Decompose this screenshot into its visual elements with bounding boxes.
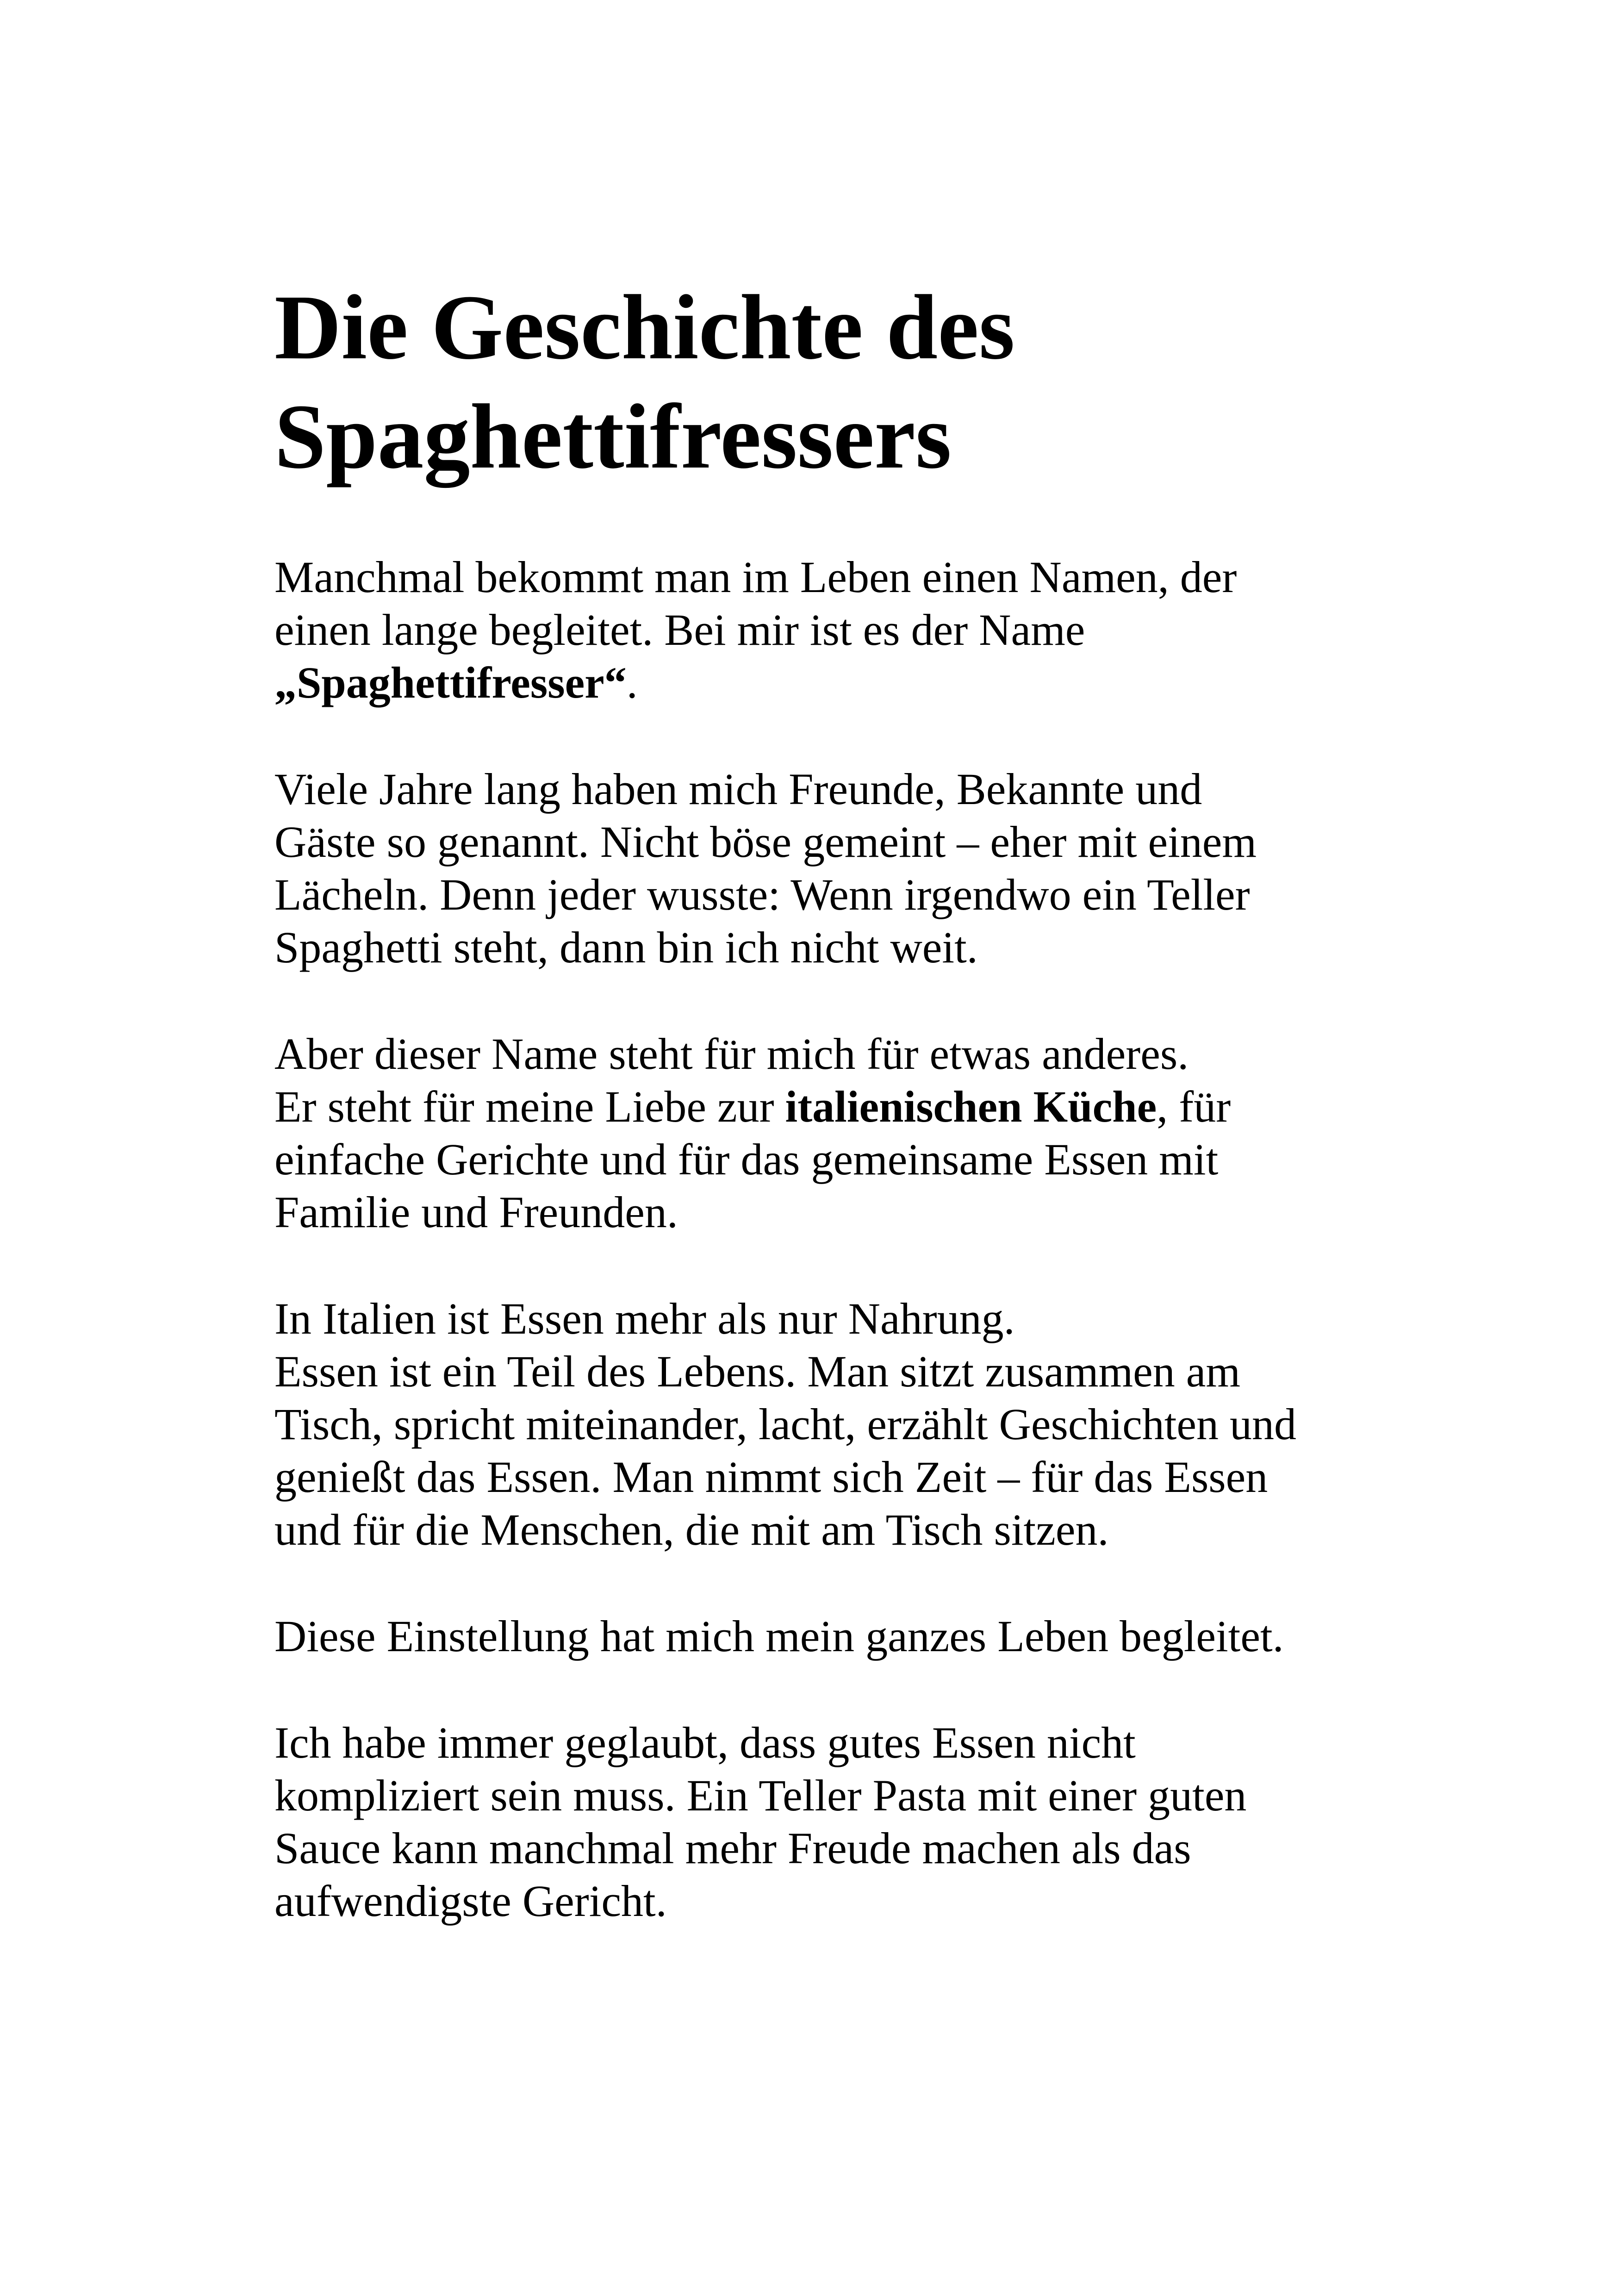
text-line: Spaghetti steht, dann bin ich nicht weit. xyxy=(274,923,978,972)
text-line: Tisch, spricht miteinander, lacht, erzählt Geschichten und xyxy=(274,1399,1296,1449)
text-fragment: . xyxy=(626,658,638,707)
text-fragment: Er steht für meine Liebe zur xyxy=(274,1082,785,1131)
text-line: und für die Menschen, die mit am Tisch sitzen. xyxy=(274,1505,1109,1554)
paragraph xyxy=(274,1610,1394,1663)
title-line: Spaghettifressers xyxy=(274,386,952,488)
text-line: In Italien ist Essen mehr als nur Nahrung. xyxy=(274,1294,1015,1343)
text-line: kompliziert sein muss. Ein Teller Pasta mit einer guten xyxy=(274,1771,1247,1820)
text-line: Essen ist ein Teil des Lebens. Man sitzt zusammen am xyxy=(274,1347,1241,1396)
text-line: Diese Einstellung hat mich mein ganzes Leben begleitet. xyxy=(274,1611,1284,1661)
text-line: Ich habe immer geglaubt, dass gutes Essen nicht xyxy=(274,1718,1136,1767)
title-line: Die Geschichte des xyxy=(274,276,1015,379)
document-content xyxy=(274,273,1394,1928)
page-title xyxy=(274,273,1394,492)
text-line: Sauce kann manchmal mehr Freude machen als das xyxy=(274,1823,1191,1873)
paragraph xyxy=(274,1292,1394,1556)
text-line: aufwendigste Gericht. xyxy=(274,1876,667,1926)
text-line: Familie und Freunden. xyxy=(274,1187,678,1237)
text-line: Lächeln. Denn jeder wusste: Wenn irgendwo ein Teller xyxy=(274,870,1250,919)
paragraph xyxy=(274,763,1394,974)
text-line xyxy=(274,656,1394,709)
text-line: Manchmal bekommt man im Leben einen Namen, der xyxy=(274,552,1237,602)
text-line: einfache Gerichte und für das gemeinsame Essen mit xyxy=(274,1135,1219,1184)
text-line: Viele Jahre lang haben mich Freunde, Bekannte und xyxy=(274,764,1202,814)
bold-text: „Spaghettifresser“ xyxy=(274,658,627,707)
paragraph xyxy=(274,1716,1394,1928)
text-line: Aber dieser Name steht für mich für etwas anderes. xyxy=(274,1029,1189,1079)
bold-text: italienischen Küche xyxy=(785,1082,1157,1131)
text-line: einen lange begleitet. Bei mir ist es der Name xyxy=(274,605,1085,655)
paragraph xyxy=(274,551,1394,709)
text-line: genießt das Essen. Man nimmt sich Zeit – für das Essen xyxy=(274,1452,1268,1502)
text-line xyxy=(274,1080,1394,1133)
text-fragment: , für xyxy=(1157,1082,1231,1131)
paragraph xyxy=(274,1028,1394,1239)
text-line: Gäste so genannt. Nicht böse gemeint – eher mit einem xyxy=(274,817,1257,867)
